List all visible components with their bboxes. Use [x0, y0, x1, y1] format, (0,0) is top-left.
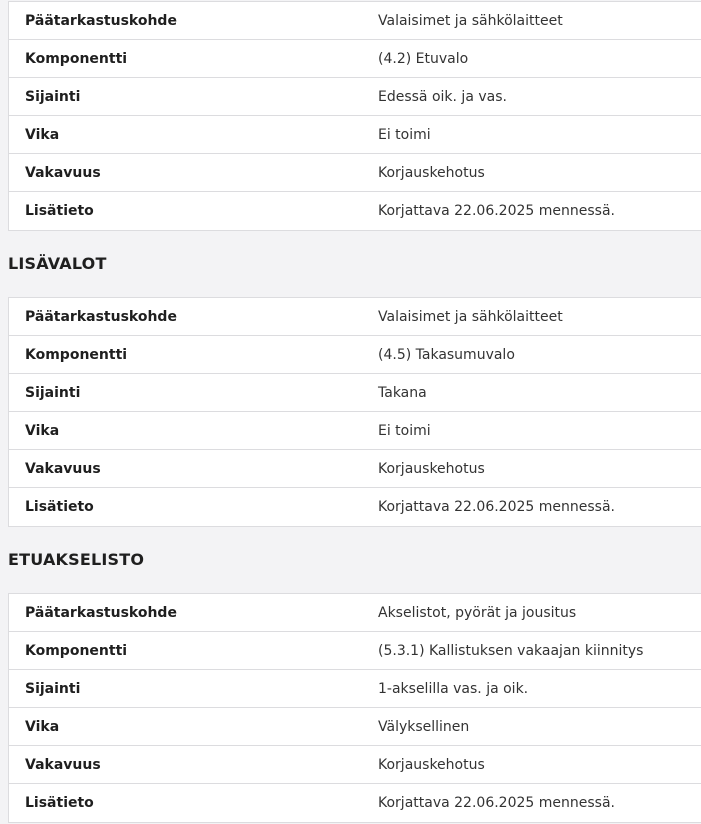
table-row: [9, 412, 701, 450]
table-row: [9, 336, 701, 374]
row-key-main-target: Päätarkastuskohde: [25, 604, 177, 621]
table-row: [9, 192, 701, 230]
table-row: [9, 116, 701, 154]
row-key-fault: Vika: [25, 422, 60, 439]
row-value-severity: Korjauskehotus: [378, 756, 485, 773]
section-heading-extra-lights: LISÄVALOT: [8, 254, 107, 273]
row-value-main-target: Akselistot, pyörät ja jousitus: [378, 604, 577, 621]
defect-table-front-axle: [8, 593, 701, 823]
row-value-additional-info: Korjattava 22.06.2025 mennessä.: [378, 203, 615, 219]
row-value-additional-info: Korjattava 22.06.2025 mennessä.: [378, 795, 615, 811]
row-key-fault: Vika: [25, 718, 60, 735]
table-row: [9, 374, 701, 412]
section-heading-front-axle: ETUAKSELISTO: [8, 550, 145, 569]
row-key-component: Komponentti: [25, 346, 128, 363]
table-row: [9, 708, 701, 746]
table-row: [9, 450, 701, 488]
row-value-location: 1-akselilla vas. ja oik.: [378, 680, 529, 697]
row-value-additional-info: Korjattava 22.06.2025 mennessä.: [378, 499, 615, 515]
row-value-severity: Korjauskehotus: [378, 164, 485, 181]
table-row: [9, 154, 701, 192]
row-key-main-target: Päätarkastuskohde: [25, 308, 177, 325]
row-value-component: (5.3.1) Kallistuksen vakaajan kiinnitys: [378, 642, 644, 659]
row-key-location: Sijainti: [25, 680, 81, 697]
row-key-additional-info: Lisätieto: [25, 795, 94, 811]
table-row: [9, 488, 701, 526]
row-value-component: (4.5) Takasumuvalo: [378, 346, 515, 363]
row-key-severity: Vakavuus: [25, 756, 101, 773]
row-key-component: Komponentti: [25, 642, 128, 659]
row-key-severity: Vakavuus: [25, 164, 101, 181]
defect-table-extra-lights: [8, 297, 701, 527]
row-value-location: Edessä oik. ja vas.: [378, 88, 507, 105]
row-key-fault: Vika: [25, 126, 60, 143]
row-value-main-target: Valaisimet ja sähkölaitteet: [378, 308, 563, 325]
row-value-component: (4.2) Etuvalo: [378, 50, 469, 67]
row-value-fault: Välyksellinen: [378, 718, 470, 735]
table-row: [9, 746, 701, 784]
row-key-main-target: Päätarkastuskohde: [25, 12, 177, 29]
table-row: [9, 670, 701, 708]
row-value-fault: Ei toimi: [378, 422, 431, 439]
row-value-main-target: Valaisimet ja sähkölaitteet: [378, 12, 563, 29]
row-value-fault: Ei toimi: [378, 126, 431, 143]
row-value-severity: Korjauskehotus: [378, 460, 485, 477]
table-row: [9, 784, 701, 822]
table-row: [9, 40, 701, 78]
table-row: [9, 632, 701, 670]
defect-table-headlight: [8, 1, 701, 231]
table-row: [9, 78, 701, 116]
table-row: [9, 594, 701, 632]
row-key-location: Sijainti: [25, 384, 81, 401]
row-key-additional-info: Lisätieto: [25, 499, 94, 515]
table-row: [9, 2, 701, 40]
row-key-severity: Vakavuus: [25, 460, 101, 477]
row-key-component: Komponentti: [25, 50, 128, 67]
row-key-additional-info: Lisätieto: [25, 203, 94, 219]
row-key-location: Sijainti: [25, 88, 81, 105]
row-value-location: Takana: [378, 384, 427, 401]
table-row: [9, 298, 701, 336]
